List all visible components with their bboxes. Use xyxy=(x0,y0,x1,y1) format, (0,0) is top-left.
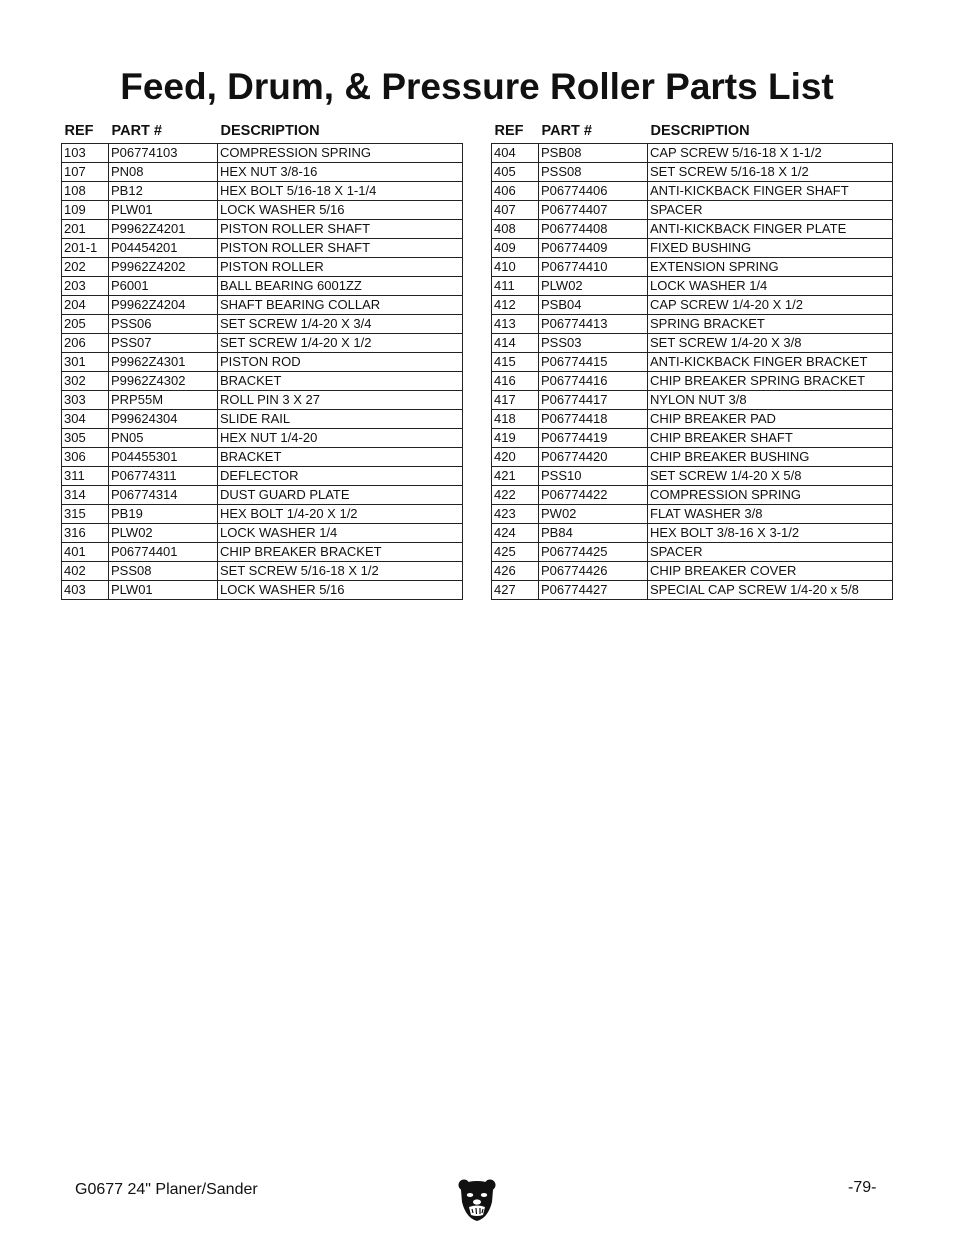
grizzly-bear-head-icon xyxy=(457,1178,497,1222)
part-number-cell: P06774311 xyxy=(109,467,218,486)
part-number-cell: P9962Z4204 xyxy=(109,296,218,315)
table-row xyxy=(492,543,893,562)
ref-cell: 303 xyxy=(62,391,109,410)
ref-cell: 409 xyxy=(492,239,539,258)
part-number-cell: P06774103 xyxy=(109,144,218,163)
part-number-cell: P06774425 xyxy=(539,543,648,562)
part-number-cell: PW02 xyxy=(539,505,648,524)
ref-cell: 414 xyxy=(492,334,539,353)
part-number-cell: P06774410 xyxy=(539,258,648,277)
ref-cell: 201 xyxy=(62,220,109,239)
part-number-cell: P06774418 xyxy=(539,410,648,429)
part-number-cell: PLW02 xyxy=(539,277,648,296)
part-number-cell: P06774420 xyxy=(539,448,648,467)
page-title: Feed, Drum, & Pressure Roller Parts List xyxy=(120,66,834,107)
table-row xyxy=(492,296,893,315)
ref-cell: 420 xyxy=(492,448,539,467)
part-number-cell: P6001 xyxy=(109,277,218,296)
part-header: PART # xyxy=(111,123,162,139)
part-number-cell: P06774426 xyxy=(539,562,648,581)
ref-cell: 314 xyxy=(62,486,109,505)
description-cell: FLAT WASHER 3/8 xyxy=(648,505,893,524)
ref-cell: 406 xyxy=(492,182,539,201)
description-cell: SPACER xyxy=(648,201,893,220)
ref-cell: 407 xyxy=(492,201,539,220)
part-number-cell: PSS03 xyxy=(539,334,648,353)
part-number-cell: P06774417 xyxy=(539,391,648,410)
part-number-cell: PLW01 xyxy=(109,581,218,600)
parts-table-right xyxy=(491,119,893,600)
ref-cell: 415 xyxy=(492,353,539,372)
description-cell: SLIDE RAIL xyxy=(218,410,463,429)
part-number-cell: PRP55M xyxy=(109,391,218,410)
part-number-cell: P04455301 xyxy=(109,448,218,467)
part-header: PART # xyxy=(541,123,592,139)
description-cell: SET SCREW 1/4-20 X 1/2 xyxy=(218,334,463,353)
ref-cell: 422 xyxy=(492,486,539,505)
description-cell: HEX NUT 3/8-16 xyxy=(218,163,463,182)
ref-cell: 205 xyxy=(62,315,109,334)
part-number-cell: PSS07 xyxy=(109,334,218,353)
description-cell: LOCK WASHER 1/4 xyxy=(648,277,893,296)
ref-cell: 413 xyxy=(492,315,539,334)
part-number-cell: P9962Z4202 xyxy=(109,258,218,277)
ref-cell: 401 xyxy=(62,543,109,562)
description-cell: LOCK WASHER 5/16 xyxy=(218,581,463,600)
ref-cell: 426 xyxy=(492,562,539,581)
table-row xyxy=(492,144,893,163)
description-cell: FIXED BUSHING xyxy=(648,239,893,258)
description-cell: COMPRESSION SPRING xyxy=(648,486,893,505)
table-row xyxy=(492,448,893,467)
description-cell: BRACKET xyxy=(218,372,463,391)
table-row xyxy=(62,163,463,182)
ref-cell: 305 xyxy=(62,429,109,448)
table-row xyxy=(62,562,463,581)
ref-cell: 202 xyxy=(62,258,109,277)
description-cell: SPRING BRACKET xyxy=(648,315,893,334)
table-row xyxy=(492,201,893,220)
description-cell: ROLL PIN 3 X 27 xyxy=(218,391,463,410)
ref-header: REF xyxy=(494,123,524,139)
part-number-cell: P06774413 xyxy=(539,315,648,334)
table-row xyxy=(62,144,463,163)
table-row xyxy=(492,391,893,410)
description-cell: SPACER xyxy=(648,543,893,562)
description-cell: CHIP BREAKER BUSHING xyxy=(648,448,893,467)
description-cell: CHIP BREAKER SHAFT xyxy=(648,429,893,448)
part-number-cell: P06774408 xyxy=(539,220,648,239)
part-number-cell: P9962Z4302 xyxy=(109,372,218,391)
part-number-cell: PSB04 xyxy=(539,296,648,315)
ref-cell: 201-1 xyxy=(62,239,109,258)
description-cell: BRACKET xyxy=(218,448,463,467)
part-number-cell: P06774407 xyxy=(539,201,648,220)
table-row xyxy=(492,163,893,182)
table-row xyxy=(492,258,893,277)
table-row xyxy=(62,467,463,486)
part-number-cell: PSS10 xyxy=(539,467,648,486)
description-cell: HEX BOLT 3/8-16 X 3-1/2 xyxy=(648,524,893,543)
description-cell: HEX NUT 1/4-20 xyxy=(218,429,463,448)
table-row xyxy=(492,334,893,353)
description-cell: CAP SCREW 5/16-18 X 1-1/2 xyxy=(648,144,893,163)
part-number-cell: P06774406 xyxy=(539,182,648,201)
part-number-cell: P04454201 xyxy=(109,239,218,258)
ref-cell: 316 xyxy=(62,524,109,543)
part-number-cell: PSS08 xyxy=(109,562,218,581)
table-row xyxy=(62,486,463,505)
description-cell: PISTON ROLLER SHAFT xyxy=(218,239,463,258)
table-row xyxy=(492,277,893,296)
ref-cell: 408 xyxy=(492,220,539,239)
description-cell: SET SCREW 5/16-18 X 1/2 xyxy=(218,562,463,581)
page-number: -79- xyxy=(848,1179,877,1196)
table-row xyxy=(62,353,463,372)
table-row xyxy=(62,391,463,410)
description-cell: HEX BOLT 1/4-20 X 1/2 xyxy=(218,505,463,524)
description-header: DESCRIPTION xyxy=(220,123,320,139)
ref-cell: 405 xyxy=(492,163,539,182)
table-row xyxy=(62,372,463,391)
ref-cell: 402 xyxy=(62,562,109,581)
description-cell: SPECIAL CAP SCREW 1/4-20 x 5/8 xyxy=(648,581,893,600)
description-cell: SET SCREW 1/4-20 X 3/8 xyxy=(648,334,893,353)
ref-cell: 315 xyxy=(62,505,109,524)
description-cell: HEX BOLT 5/16-18 X 1-1/4 xyxy=(218,182,463,201)
description-cell: ANTI-KICKBACK FINGER BRACKET xyxy=(648,353,893,372)
table-header-row xyxy=(492,119,893,144)
table-row xyxy=(62,524,463,543)
description-cell: CHIP BREAKER SPRING BRACKET xyxy=(648,372,893,391)
ref-cell: 416 xyxy=(492,372,539,391)
table-row xyxy=(492,581,893,600)
table-row xyxy=(492,486,893,505)
description-cell: SHAFT BEARING COLLAR xyxy=(218,296,463,315)
description-cell: BALL BEARING 6001ZZ xyxy=(218,277,463,296)
table-row xyxy=(62,410,463,429)
ref-cell: 206 xyxy=(62,334,109,353)
table-row xyxy=(492,220,893,239)
part-number-cell: PLW01 xyxy=(109,201,218,220)
description-cell: SET SCREW 1/4-20 X 5/8 xyxy=(648,467,893,486)
table-row xyxy=(62,543,463,562)
ref-cell: 424 xyxy=(492,524,539,543)
part-number-cell: PB19 xyxy=(109,505,218,524)
table-row xyxy=(62,448,463,467)
description-header: DESCRIPTION xyxy=(650,123,750,139)
part-number-cell: PB12 xyxy=(109,182,218,201)
ref-cell: 418 xyxy=(492,410,539,429)
ref-cell: 306 xyxy=(62,448,109,467)
part-number-cell: PLW02 xyxy=(109,524,218,543)
ref-cell: 427 xyxy=(492,581,539,600)
part-number-cell: PSB08 xyxy=(539,144,648,163)
table-row xyxy=(62,429,463,448)
part-number-cell: PN05 xyxy=(109,429,218,448)
description-cell: SET SCREW 1/4-20 X 3/4 xyxy=(218,315,463,334)
ref-cell: 203 xyxy=(62,277,109,296)
part-number-cell: P06774415 xyxy=(539,353,648,372)
description-cell: ANTI-KICKBACK FINGER SHAFT xyxy=(648,182,893,201)
ref-cell: 403 xyxy=(62,581,109,600)
table-row xyxy=(62,239,463,258)
description-cell: PISTON ROLLER SHAFT xyxy=(218,220,463,239)
table-row xyxy=(492,372,893,391)
table-row xyxy=(62,201,463,220)
footer-model: G0677 24" Planer/Sander xyxy=(75,1181,258,1198)
description-cell: CHIP BREAKER BRACKET xyxy=(218,543,463,562)
part-number-cell: P06774427 xyxy=(539,581,648,600)
part-number-cell: PN08 xyxy=(109,163,218,182)
ref-cell: 411 xyxy=(492,277,539,296)
ref-cell: 301 xyxy=(62,353,109,372)
description-cell: CHIP BREAKER COVER xyxy=(648,562,893,581)
table-row xyxy=(492,524,893,543)
part-number-cell: P9962Z4301 xyxy=(109,353,218,372)
parts-table-left xyxy=(61,119,463,600)
description-cell: LOCK WASHER 5/16 xyxy=(218,201,463,220)
part-number-cell: P99624304 xyxy=(109,410,218,429)
description-cell: COMPRESSION SPRING xyxy=(218,144,463,163)
description-cell: DUST GUARD PLATE xyxy=(218,486,463,505)
ref-cell: 311 xyxy=(62,467,109,486)
description-cell: DEFLECTOR xyxy=(218,467,463,486)
description-cell: CHIP BREAKER PAD xyxy=(648,410,893,429)
table-row xyxy=(62,315,463,334)
ref-cell: 302 xyxy=(62,372,109,391)
description-cell: CAP SCREW 1/4-20 X 1/2 xyxy=(648,296,893,315)
ref-cell: 107 xyxy=(62,163,109,182)
ref-cell: 419 xyxy=(492,429,539,448)
ref-cell: 425 xyxy=(492,543,539,562)
table-row xyxy=(492,429,893,448)
ref-cell: 417 xyxy=(492,391,539,410)
description-cell: PISTON ROLLER xyxy=(218,258,463,277)
table-row xyxy=(492,182,893,201)
ref-cell: 109 xyxy=(62,201,109,220)
table-row xyxy=(62,296,463,315)
ref-cell: 423 xyxy=(492,505,539,524)
description-cell: SET SCREW 5/16-18 X 1/2 xyxy=(648,163,893,182)
table-row xyxy=(492,239,893,258)
description-cell: LOCK WASHER 1/4 xyxy=(218,524,463,543)
table-row xyxy=(492,315,893,334)
table-row xyxy=(62,258,463,277)
ref-cell: 410 xyxy=(492,258,539,277)
description-cell: PISTON ROD xyxy=(218,353,463,372)
part-number-cell: PSS08 xyxy=(539,163,648,182)
table-row xyxy=(492,505,893,524)
part-number-cell: P06774416 xyxy=(539,372,648,391)
ref-cell: 304 xyxy=(62,410,109,429)
ref-cell: 412 xyxy=(492,296,539,315)
part-number-cell: P06774401 xyxy=(109,543,218,562)
part-number-cell: P06774409 xyxy=(539,239,648,258)
table-row xyxy=(492,562,893,581)
table-row xyxy=(492,410,893,429)
description-cell: EXTENSION SPRING xyxy=(648,258,893,277)
table-row xyxy=(62,581,463,600)
ref-header: REF xyxy=(64,123,94,139)
part-number-cell: P9962Z4201 xyxy=(109,220,218,239)
part-number-cell: PB84 xyxy=(539,524,648,543)
table-row xyxy=(62,505,463,524)
table-row xyxy=(62,220,463,239)
table-row xyxy=(62,277,463,296)
table-header-row xyxy=(62,119,463,144)
description-cell: ANTI-KICKBACK FINGER PLATE xyxy=(648,220,893,239)
table-row xyxy=(492,467,893,486)
ref-cell: 404 xyxy=(492,144,539,163)
part-number-cell: PSS06 xyxy=(109,315,218,334)
ref-cell: 103 xyxy=(62,144,109,163)
part-number-cell: P06774422 xyxy=(539,486,648,505)
ref-cell: 204 xyxy=(62,296,109,315)
table-row xyxy=(62,182,463,201)
part-number-cell: P06774314 xyxy=(109,486,218,505)
ref-cell: 421 xyxy=(492,467,539,486)
description-cell: NYLON NUT 3/8 xyxy=(648,391,893,410)
table-row xyxy=(62,334,463,353)
ref-cell: 108 xyxy=(62,182,109,201)
table-row xyxy=(492,353,893,372)
part-number-cell: P06774419 xyxy=(539,429,648,448)
